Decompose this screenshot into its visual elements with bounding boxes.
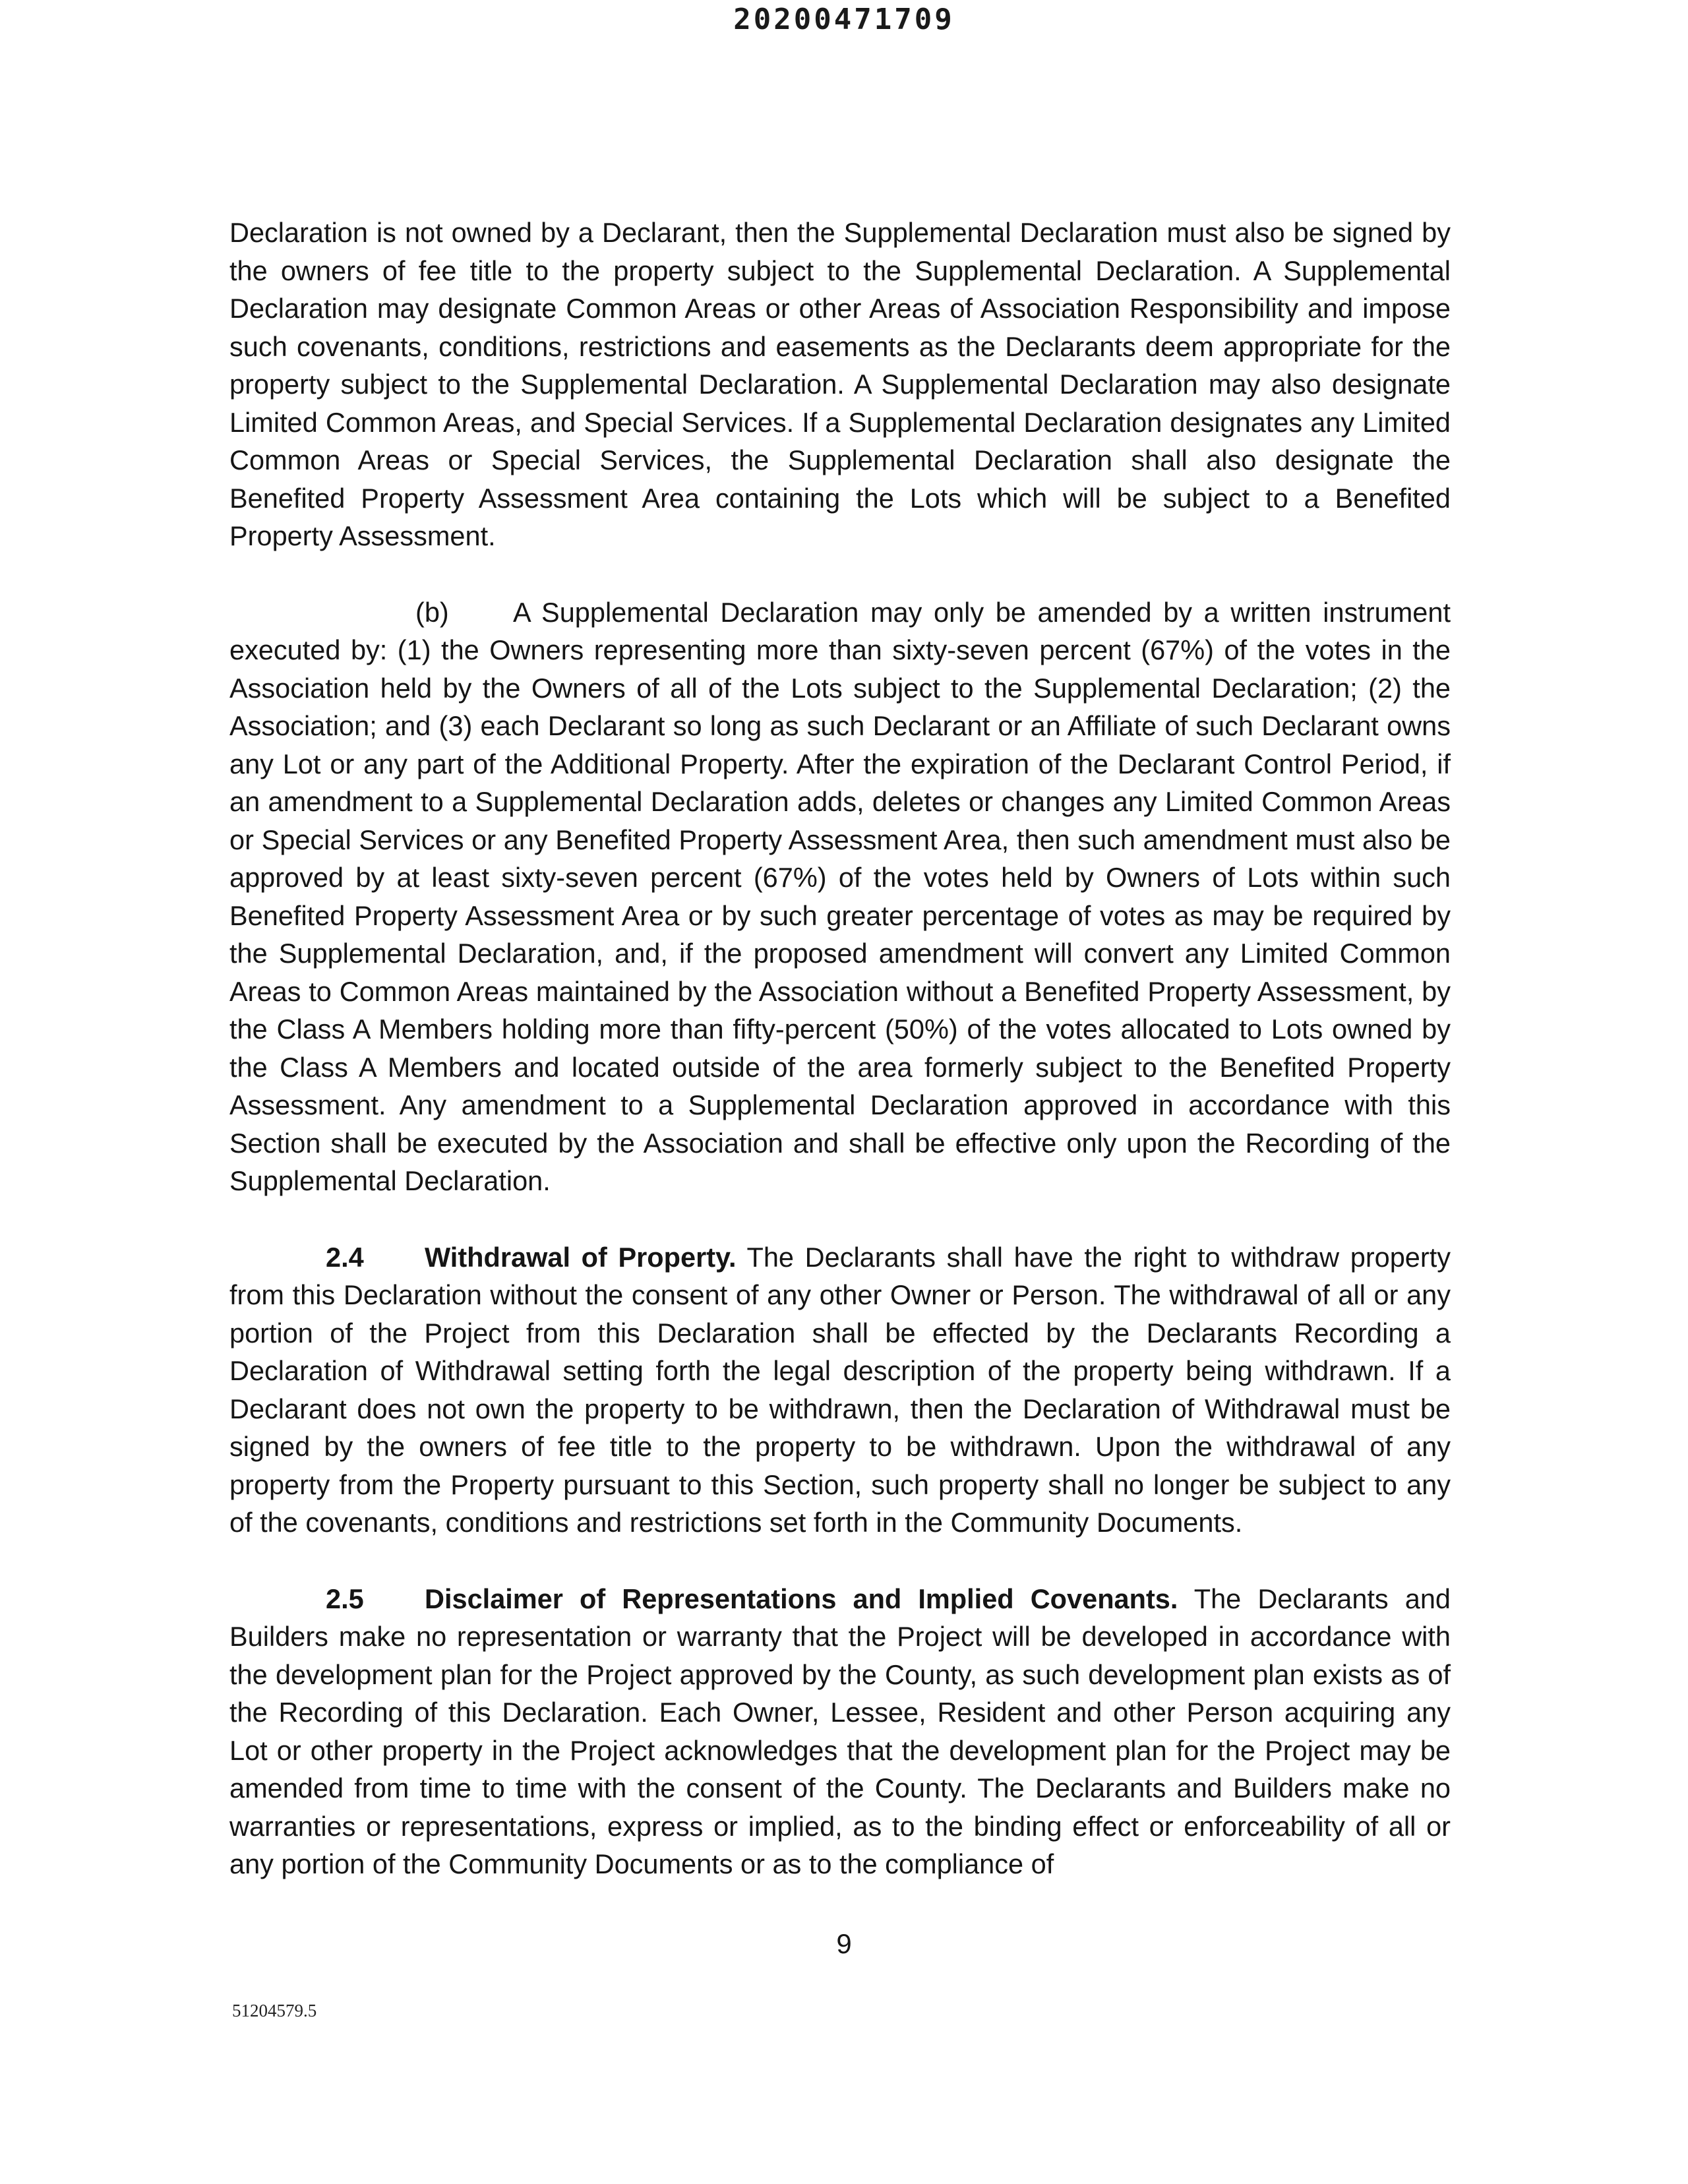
section-2-5 bbox=[229, 1580, 1451, 1883]
recording-number: 20200471709 bbox=[733, 3, 955, 36]
section-number: 2.5 bbox=[326, 1583, 364, 1614]
paragraph-subsection-b bbox=[229, 593, 1451, 1200]
subsection-marker: (b) bbox=[415, 596, 449, 628]
section-number: 2.4 bbox=[326, 1241, 364, 1273]
section-2-4 bbox=[229, 1238, 1451, 1542]
document-id: 51204579.5 bbox=[232, 2001, 317, 2020]
subsection-text: A Supplemental Declaration may only be amended by a written instrument executed by: (1) the Owners representing more than sixty-seven percent (67%) of the votes in the Association held by the Owners of all of the Lots subject to the Supplemental Declaration; (2) the Association; and (3) each Declarant so long as such Declarant or an Affiliate of such Declarant owns any Lot or any part of the Additional Property. After the expiration of the Declarant Control Period, if an amendment to a Supplemental Declaration adds, deletes or changes any Limited Common Areas or Special Services or any Benefited Property Assessment Area, then such amendment must also be approved by at least sixty-seven percent (67%) of the votes held by Owners of Lots within such Benefited Property Assessment Area or by such greater percentage of votes as may be required by the Supplemental Declaration, and, if the proposed amendment will convert any Limited Common Areas to Common Areas maintained by the Association without a Benefited Property Assessment, by the Class A Members holding more than fifty-percent (50%) of the votes allocated to Lots owned by the Class A Members and located outside of the area formerly subject to the Benefited Property Assessment. Any amendment to a Supplemental Declaration approved in accordance with this Section shall be executed by the Association and shall be effective only upon the Recording of the Supplemental Declaration. bbox=[229, 596, 1451, 1196]
document-body bbox=[229, 214, 1451, 1922]
section-heading: Disclaimer of Representations and Implied Covenants. bbox=[425, 1583, 1178, 1614]
section-text: The Declarants and Builders make no representation or warranty that the Project will be developed in accordance with the development plan for the Project approved by the County, as such development plan exists as of the Recording of this Declaration. Each Owner, Lessee, Resident and other Person acquiring any Lot or other property in the Project acknowledges that the development plan for the Project may be amended from time to time with the consent of the County. The Declarants and Builders make no warranties or representations, express or implied, as to the binding effect or enforceability of all or any portion of the Community Documents or as to the compliance of bbox=[229, 1583, 1451, 1879]
page-number: 9 bbox=[836, 1928, 852, 1959]
section-text: The Declarants shall have the right to withdraw property from this Declaration without the consent of any other Owner or Person. The withdrawal of all or any portion of the Project from this Declaration shall be effected by the Declarants Recording a Declaration of Withdrawal setting forth the legal description of the property being withdrawn. If a Declarant does not own the property to be withdrawn, then the Declaration of Withdrawal must be signed by the owners of fee title to the property to be withdrawn. Upon the withdrawal of any property from the Property pursuant to this Section, such property shall no longer be subject to any of the covenants, conditions and restrictions set forth in the Community Documents. bbox=[229, 1241, 1451, 1538]
section-heading: Withdrawal of Property. bbox=[425, 1241, 737, 1273]
paragraph-continuation: Declaration is not owned by a Declarant, then the Supplemental Declaration must also be signed by the owners of fee title to the property subject to the Supplemental Declaration. A Supplemental Declaration may designate Common Areas or other Areas of Association Responsibility and impose such covenants, conditions, restrictions and easements as the Declarants deem appropriate for the property subject to the Supplemental Declaration. A Supplemental Declaration may also designate Limited Common Areas, and Special Services. If a Supplemental Declaration designates any Limited Common Areas or Special Services, the Supplemental Declaration shall also designate the Benefited Property Assessment Area containing the Lots which will be subject to a Benefited Property Assessment. bbox=[229, 217, 1451, 551]
